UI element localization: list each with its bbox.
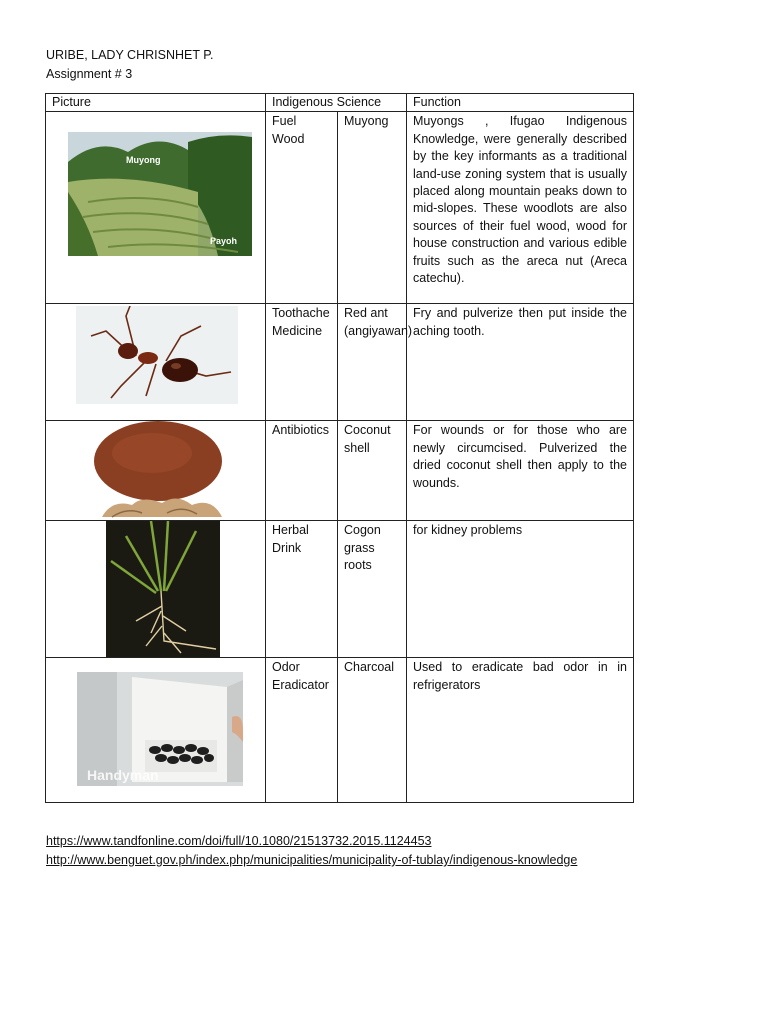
indigenous-science-cell: Toothache Medicine bbox=[266, 304, 338, 421]
item-name-cell: Cogon grass roots bbox=[338, 521, 407, 658]
document-header bbox=[46, 46, 213, 84]
table-row bbox=[46, 521, 634, 658]
function-cell: for kidney problems bbox=[407, 521, 634, 658]
function-cell: For wounds or for those who are newly circumcised. Pulverized the dried coconut shell then apply to the wounds. bbox=[407, 421, 634, 521]
cogon-grass-roots-image bbox=[106, 521, 220, 657]
student-name: URIBE, LADY CHRISNHET P. bbox=[46, 48, 214, 62]
item-name-cell: Charcoal bbox=[338, 658, 407, 803]
table-row bbox=[46, 304, 634, 421]
reference-link-tandfonline[interactable]: https://www.tandfonline.com/doi/full/10.1080/21513732.2015.1124453 bbox=[46, 834, 432, 848]
reference-links bbox=[46, 832, 577, 870]
terrace-landscape-image bbox=[68, 132, 252, 256]
item-name-cell: Muyong bbox=[338, 112, 407, 304]
header-function: Function bbox=[407, 94, 634, 112]
handyman-watermark: Handyman bbox=[87, 767, 159, 784]
indigenous-science-table bbox=[45, 93, 634, 803]
item-name-cell: Coconut shell bbox=[338, 421, 407, 521]
indigenous-science-cell: Herbal Drink bbox=[266, 521, 338, 658]
indigenous-science-cell: Antibiotics bbox=[266, 421, 338, 521]
indigenous-science-cell: Fuel Wood bbox=[266, 112, 338, 304]
table-row bbox=[46, 421, 634, 521]
picture-cell bbox=[46, 304, 266, 421]
reference-link-benguet[interactable]: http://www.benguet.gov.ph/index.php/municipalities/municipality-of-tublay/indigenous-knowledge bbox=[46, 853, 578, 867]
header-indigenous-science: Indigenous Science bbox=[266, 94, 407, 112]
function-cell: Fry and pulverize then put inside the aching tooth. bbox=[407, 304, 634, 421]
indigenous-science-cell: Odor Eradicator bbox=[266, 658, 338, 803]
picture-cell bbox=[46, 421, 266, 521]
red-ant-image bbox=[76, 306, 238, 404]
charcoal-in-refrigerator-image bbox=[77, 672, 243, 786]
assignment-title: Assignment # 3 bbox=[46, 67, 133, 81]
payoh-label: Payoh bbox=[210, 236, 238, 247]
coconut-shell-powder-image bbox=[92, 421, 228, 520]
picture-cell bbox=[46, 112, 266, 304]
table-row bbox=[46, 112, 634, 304]
muyong-label: Muyong bbox=[126, 155, 161, 166]
item-name-cell: Red ant (angiyawan) bbox=[338, 304, 407, 421]
function-cell: Muyongs , Ifugao Indigenous Knowledge, were generally described by the key informants as a traditional land-use zoning system that is usually placed along mountain peaks down to mid-slopes. These woodlots are also sources of their fuel wood, wood for house construction and various edible fruits such as the areca nut (Areca catechu). bbox=[407, 112, 634, 304]
header-picture: Picture bbox=[46, 94, 266, 112]
picture-cell bbox=[46, 658, 266, 803]
table-row bbox=[46, 658, 634, 803]
function-cell: Used to eradicate bad odor in in refrigerators bbox=[407, 658, 634, 803]
table-header-row bbox=[46, 94, 634, 112]
picture-cell bbox=[46, 521, 266, 658]
